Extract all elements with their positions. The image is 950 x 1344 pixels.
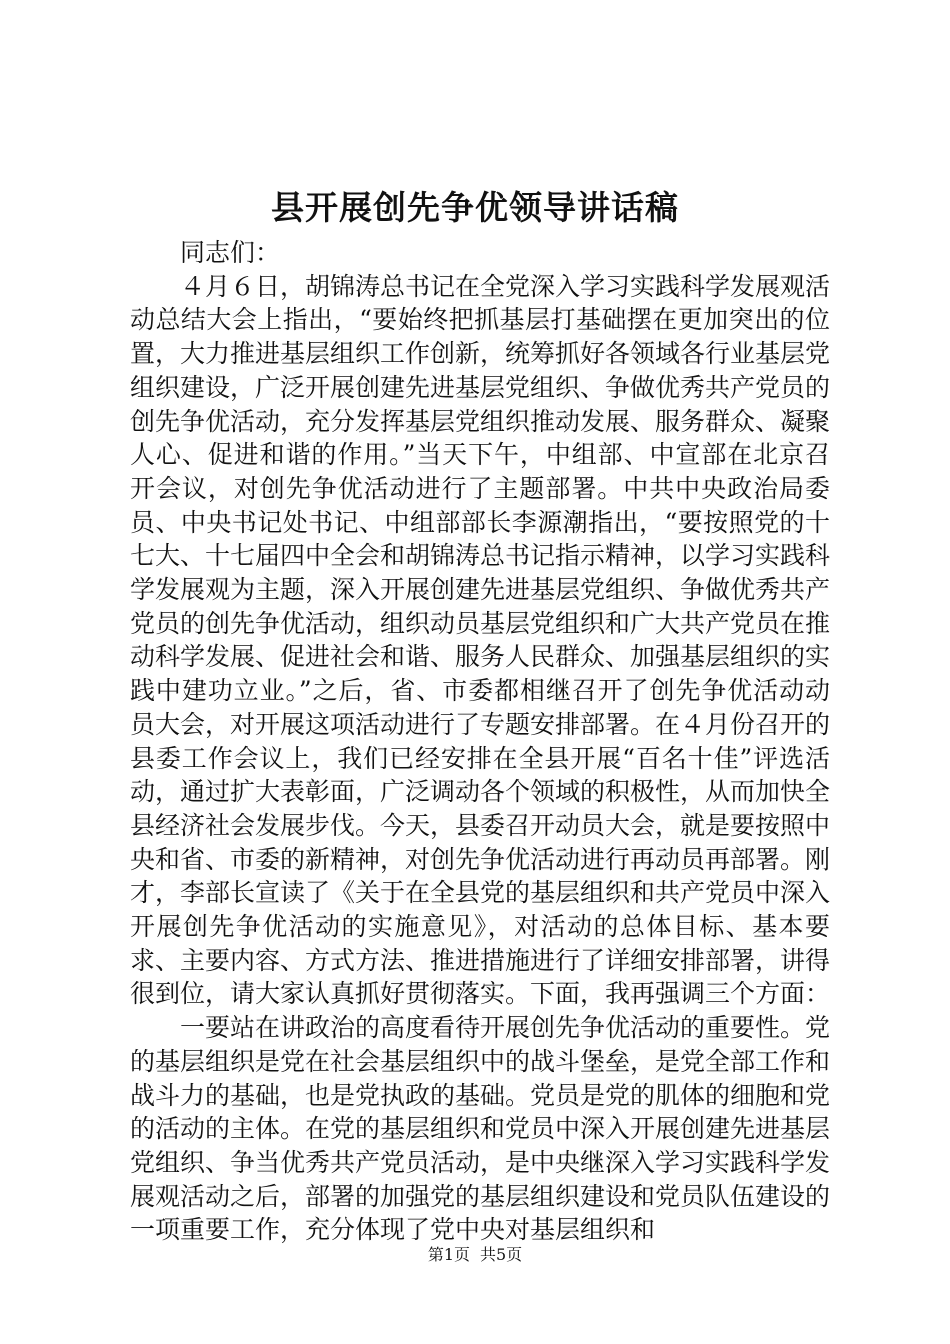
page-number: 第1页 [427, 1245, 470, 1264]
paragraph-2: 一要站在讲政治的高度看待开展创先争优活动的重要性。党的基层组织是党在社会基层组织中的战斗堡垒，是党全部工作和战斗力的基础，也是党执政的基础。党员是党的肌体的细胞和党的活动的主体。在党的基层组织和党员中深入开展创建先进基层党组织、争当优秀共产党员活动，是中央继深入学习实践科学发展观活动之后，部署的加强党的基层组织建设和党员队伍建设的一项重要工作，充分体现了党中央对基层组织和 [130, 1013, 831, 1245]
document-body [130, 236, 830, 1247]
page-footer [0, 1243, 950, 1267]
document-title: 县开展创先争优领导讲话稿 [271, 188, 679, 227]
salutation: 同志们： [180, 238, 281, 267]
page-total: 共5页 [480, 1245, 523, 1264]
paragraph-1: ４月６日，胡锦涛总书记在全党深入学习实践科学发展观活动总结大会上指出，“要始终把抓基层打基础摆在更加突出的位置，大力推进基层组织工作创新，统筹抓好各领域各行业基层党组织建设，广泛开展创建先进基层党组织、争做优秀共产党员的创先争优活动，充分发挥基层党组织推动发展、服务群众、凝聚人心、促进和谐的作用。”当天下午，中组部、中宣部在北京召开会议，对创先争优活动进行了主题部署。中共中央政治局委员、中央书记处书记、中组部部长李源潮指出，“要按照党的十七大、十七届四中全会和胡锦涛总书记指示精神，以学习实践科学发展观为主题，深入开展创建先进基层党组织、争做优秀共产党员的创先争优活动，组织动员基层党组织和广大共产党员在推动科学发展、促进社会和谐、服务人民群众、加强基层组织的实践中建功立业。”之后，省、市委都相继召开了创先争优活动动员大会，对开展这项活动进行了专题安排部署。在４月份召开的县委工作会议上，我们已经安排在全县开展“百名十佳”评选活动，通过扩大表彰面，广泛调动各个领域的积极性，从而加快全县经济社会发展步伐。今天，县委召开动员大会，就是要按照中央和省、市委的新精神，对创先争优活动进行再动员再部署。刚才，李部长宣读了《关于在全县党的基层组织和共产党员中深入开展创先争优活动的实施意见》，对活动的总体目标、基本要求、主要内容、方式方法、推进措施进行了详细安排部署，讲得很到位，请大家认真抓好贯彻落实。下面，我再强调三个方面： [130, 271, 831, 1009]
